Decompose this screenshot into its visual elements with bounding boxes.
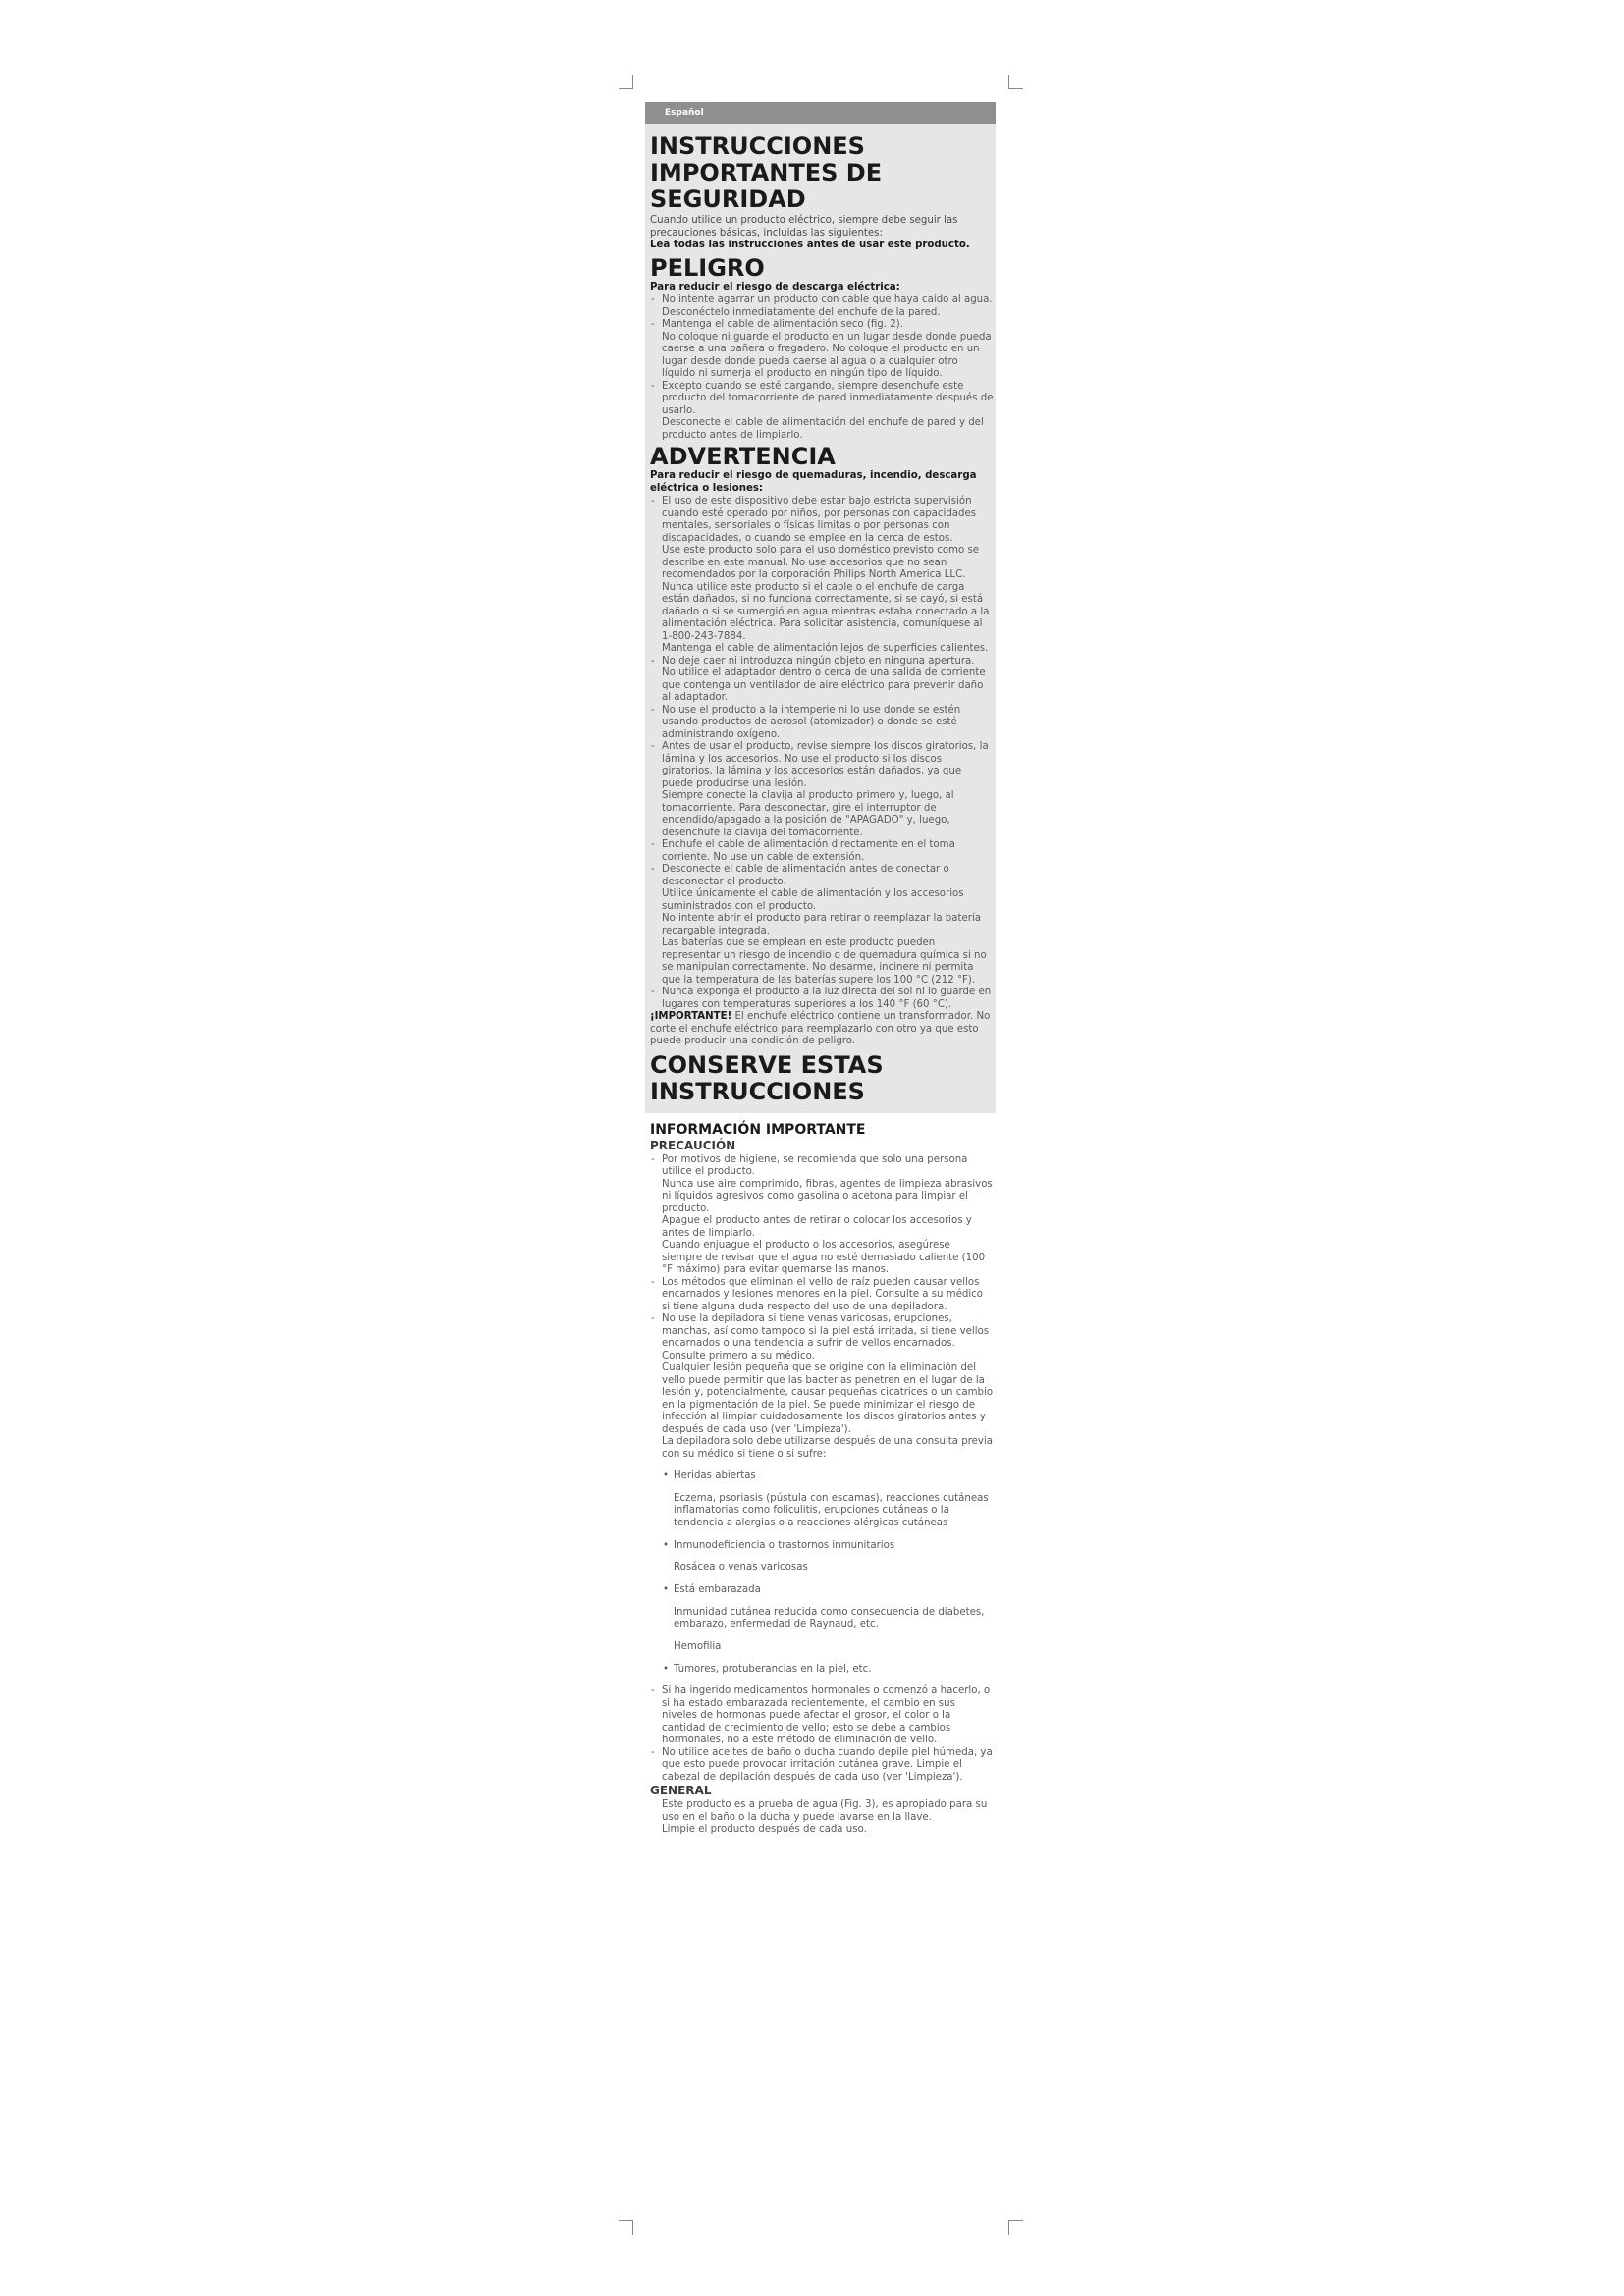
important-note	[650, 1011, 994, 1048]
list-item-paragraph: Nunca use aire comprimido, fibras, agentes de limpieza abrasivos ni líquidos agresivos como gasolina o acetona para limpiar el producto.	[662, 1178, 993, 1214]
list-item	[650, 656, 994, 705]
list-item	[650, 381, 994, 443]
list-item	[650, 319, 994, 381]
list-item-paragraph: - Enchufe el cable de alimentación directamente en el toma corriente. No use un cable de extensión.	[662, 839, 955, 863]
precaucion-list-continued	[650, 1685, 994, 1784]
list-item-paragraph: - Nunca exponga el producto a la luz directa del sol ni lo guarde en lugares con temperaturas superiores a los 140 °F (60 °C).	[662, 987, 992, 1010]
safety-title	[650, 133, 994, 213]
list-item-paragraph: Inmunidad cutánea reducida como consecuencia de diabetes, embarazo, enfermedad de Raynaud, etc.	[674, 1606, 985, 1630]
list-item-paragraph: Las baterías que se emplean en este producto pueden representar un riesgo de incendio o de quemadura química si no se manipulan correctamente. No desarme, incinere ni permita que la temperatura de las baterías supere los 100 °C (212 °F).	[662, 937, 987, 986]
crop-mark-top-left	[619, 75, 633, 89]
precaucion-heading: PRECAUCIÓN	[650, 1138, 736, 1152]
list-item	[650, 1747, 994, 1785]
list-item	[650, 987, 994, 1011]
list-item-paragraph: - No utilice aceites de baño o ducha cuando depile piel húmeda, ya que esto puede provocar irritación cutánea grave. Limpie el cabezal de depilación después de cada uso (ver 'Limpieza').	[662, 1746, 993, 1783]
list-item-paragraph: Nunca utilice este producto si el cable o el enchufe de carga están dañados, si no funciona correctamente, si se cayó, si está dañado o si se sumergió en agua mientras estaba conectado a la alimentación eléctrica. Para solicitar asistencia, comuníquese al 1-800-243-7884.	[662, 581, 990, 642]
list-item-paragraph: Mantenga el cable de alimentación lejos de superficies calientes.	[662, 643, 989, 654]
important-note-text: El enchufe eléctrico contiene un transformador. No corte el enchufe eléctrico para reemplazarlo con otro ya que esto puede producir una condición de peligro.	[650, 1011, 991, 1046]
list-item-paragraph: • Heridas abiertas	[674, 1470, 756, 1482]
list-item-paragraph: No utilice el adaptador dentro o cerca de una salida de corriente que contenga un ventilador de aire eléctrico para prevenir daño al adaptador.	[662, 667, 986, 703]
list-item-paragraph: • Tumores, protuberancias en la piel, etc.	[674, 1663, 872, 1675]
list-item-paragraph: Eczema, psoriasis (pústula con escamas), reacciones cutáneas inflamatorias como foliculitis, erupciones cutáneas o la tendencia a alergias o a reacciones alérgicas cutáneas	[674, 1492, 989, 1528]
important-note-label: ¡IMPORTANTE!	[650, 1011, 732, 1022]
advertencia-list	[650, 496, 994, 1011]
list-item-paragraph: Rosácea o venas varicosas	[674, 1562, 808, 1574]
peligro-subtitle: Para reducir el riesgo de descarga eléctrica:	[650, 281, 900, 293]
list-item-paragraph: - El uso de este dispositivo debe estar bajo estricta supervisión cuando esté operado por niños, por personas con capacidades mentales, sensoriales o físicas limitas o por personas con discapacidades, o cuando se emplee en la cerca de estos.	[662, 496, 977, 544]
list-item	[650, 864, 994, 987]
list-item-paragraph: Cuando enjuague el producto o los accesorios, asegúrese siempre de revisar que el agua no esté demasiado caliente (100 °F máximo) para evitar quemarse las manos.	[662, 1240, 986, 1275]
list-item-paragraph: Utilice únicamente el cable de alimentación y los accesorios suministrados con el producto.	[662, 888, 964, 912]
list-item	[650, 741, 994, 839]
precaucion-list	[650, 1154, 994, 1462]
safety-intro-bold: Lea todas las instrucciones antes de usar este producto.	[650, 240, 970, 250]
list-item-paragraph: - Desconecte el cable de alimentación antes de conectar o desconectar el producto.	[662, 864, 949, 887]
list-item	[650, 705, 994, 742]
general-paragraph: Limpie el producto después de cada uso.	[662, 1824, 867, 1836]
list-item-paragraph: No coloque ni guarde el producto en un lugar desde donde pueda caerse a una bañera o fregadero. No coloque el producto en un lugar desde donde pueda caerse al agua o a cualquier otro líquido ni sumerja el producto en ningún tipo de líquido.	[662, 331, 992, 379]
list-item-paragraph: Hemofilia	[674, 1640, 722, 1652]
crop-mark-bottom-right	[1008, 2220, 1023, 2235]
list-item	[650, 294, 994, 319]
list-item	[662, 1540, 994, 1575]
list-item-paragraph: • Inmunodeficiencia o trastornos inmunitarios	[674, 1539, 895, 1551]
crop-mark-bottom-left	[619, 2220, 633, 2235]
list-item-paragraph: - No deje caer ni introduzca ningún objeto en ninguna apertura.	[662, 655, 975, 667]
conserve-title	[650, 1052, 994, 1105]
advertencia-title: ADVERTENCIA	[650, 443, 836, 470]
list-item	[662, 1664, 994, 1677]
conserve-title-line: INSTRUCCIONES	[650, 1077, 865, 1105]
leaflet-page	[645, 102, 996, 1837]
safety-title-line: SEGURIDAD	[650, 186, 806, 213]
language-tab: Español	[645, 102, 996, 124]
peligro-title: PELIGRO	[650, 253, 765, 282]
safety-intro: Cuando utilice un producto eléctrico, siempre debe seguir las precauciones básicas, incluidas las siguientes:	[650, 215, 958, 239]
list-item	[650, 839, 994, 864]
safety-title-line: IMPORTANTES DE	[650, 159, 883, 187]
condition-bullets	[650, 1470, 994, 1676]
safety-section	[645, 124, 996, 1113]
list-item-paragraph: Desconecte el cable de alimentación del enchufe de pared y del producto antes de limpiarlo.	[662, 417, 984, 441]
list-item-paragraph: No intente abrir el producto para retirar o reemplazar la batería recargable integrada.	[662, 913, 982, 936]
list-item-paragraph: Use este producto solo para el uso doméstico previsto como se describe en este manual. No use accesorios que no sean recomendados por la corporación Philips North America LLC.	[662, 545, 980, 580]
info-title: INFORMACIÓN IMPORTANTE	[650, 1121, 866, 1138]
general-paragraph: Este producto es a prueba de agua (Fig. 3), es apropiado para su uso en el baño o la ducha y puede lavarse en la llave.	[662, 1799, 988, 1823]
list-item	[650, 1313, 994, 1461]
general-heading: GENERAL	[650, 1784, 712, 1798]
info-section	[645, 1113, 996, 1837]
list-item	[650, 1277, 994, 1314]
list-item-paragraph: - Por motivos de higiene, se recomienda que solo una persona utilice el producto.	[662, 1153, 968, 1177]
list-item-paragraph: - Antes de usar el producto, revise siempre los discos giratorios, la lámina y los accesorios. No use el producto si los discos giratorios, la lámina y los accesorios están dañados, ya que puede producirse una lesión.	[662, 741, 989, 789]
list-item-paragraph: Siempre conecte la clavija al producto primero y, luego, al tomacorriente. Para desconectar, gire el interruptor de encendido/apagado a la posición de "APAGADO" y, luego, desenchufe la clavija del tomacorriente.	[662, 790, 954, 838]
list-item-paragraph: Cualquier lesión pequeña que se origine con la eliminación del vello puede permitir que las bacterias penetren en el lugar de la lesión y, potencialmente, causar pequeñas cicatrices o un cambio en la pigmentación de la piel. Se puede minimizar el riesgo de infección al limpiar cuidadosamente los discos giratorios antes y después de cada uso (ver 'Limpieza').	[662, 1362, 994, 1435]
list-item-paragraph: Apague el producto antes de retirar o colocar los accesorios y antes de limpiarlo.	[662, 1215, 972, 1239]
safety-title-line: INSTRUCCIONES	[650, 133, 865, 160]
list-item-paragraph: - Los métodos que eliminan el vello de raíz pueden causar vellos encarnados y lesiones menores en la piel. Consulte a su médico si tiene alguna duda respecto del uso de una depiladora.	[662, 1276, 984, 1312]
list-item	[650, 1685, 994, 1747]
list-item	[650, 496, 994, 656]
advertencia-subtitle: Para reducir el riesgo de quemaduras, incendio, descarga eléctrica o lesiones:	[650, 470, 977, 494]
list-item-paragraph: • Está embarazada	[674, 1583, 761, 1595]
general-text	[650, 1799, 994, 1837]
list-item	[662, 1470, 994, 1529]
peligro-list	[650, 294, 994, 442]
list-item	[650, 1154, 994, 1277]
list-item-paragraph: - Mantenga el cable de alimentación seco (fig. 2).	[662, 319, 903, 330]
list-item-paragraph: - No use la depiladora si tiene venas varicosas, erupciones, manchas, así como tampoco si la piel está irritada, si tiene vellos encarnados o una tendencia a sufrir de vellos encarnados. Consulte primero a su médico.	[662, 1313, 990, 1362]
list-item-paragraph: - No use el producto a la intemperie ni lo use donde se estén usando productos de aerosol (atomizador) o donde se esté administrando oxígeno.	[662, 704, 961, 740]
list-item-paragraph: La depiladora solo debe utilizarse después de una consulta previa con su médico si tiene o si sufre:	[662, 1436, 994, 1460]
list-item-paragraph: - Excepto cuando se esté cargando, siempre desenchufe este producto del tomacorriente de pared inmediatamente después de usarlo.	[662, 380, 994, 416]
crop-mark-top-right	[1008, 75, 1023, 89]
conserve-title-line: CONSERVE ESTAS	[650, 1050, 884, 1079]
list-item-paragraph: - Si ha ingerido medicamentos hormonales o comenzó a hacerlo, o si ha estado embarazada recientemente, el cambio en sus niveles de hormonas puede afectar el grosor, el color o la cantidad de crecimiento de vello; esto se debe a cambios hormonales, no a este método de eliminación de vello.	[662, 1685, 991, 1746]
list-item-paragraph: - No intente agarrar un producto con cable que haya caído al agua. Desconéctelo inmediatamente del enchufe de la pared.	[662, 294, 993, 318]
list-item	[662, 1584, 994, 1653]
